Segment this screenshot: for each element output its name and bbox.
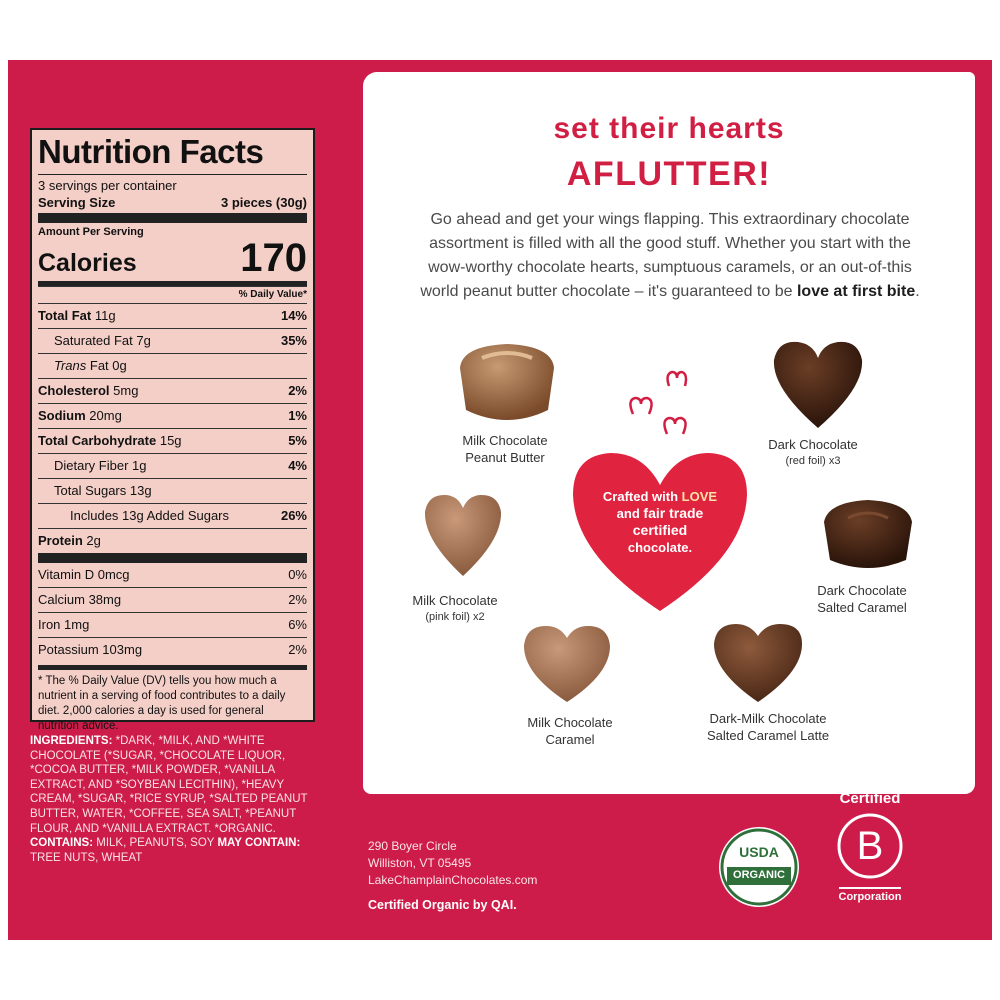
vitamin-row: Calcium 38mg 2% bbox=[38, 587, 307, 612]
serving-size-value: 3 pieces (30g) bbox=[221, 195, 307, 210]
nutrient-row: Total Carbohydrate 15g 5% bbox=[38, 428, 307, 453]
vitamin-row: Vitamin D 0mcg 0% bbox=[38, 567, 307, 582]
vitamin-row: Potassium 103mg 2% bbox=[38, 637, 307, 662]
ingredients-label: INGREDIENTS: bbox=[30, 735, 113, 747]
chocolate-label: Dark Chocolate Salted Caramel bbox=[817, 583, 907, 615]
chocolate-label: Milk Chocolate Caramel bbox=[527, 715, 613, 747]
nutrition-title: Nutrition Facts bbox=[38, 133, 264, 170]
milk-chocolate-heart-image bbox=[420, 492, 506, 578]
milk-chocolate-caramel-image bbox=[520, 622, 614, 704]
calories-value: 170 bbox=[240, 236, 307, 280]
calories-row bbox=[38, 238, 307, 278]
usda-organic-seal: USDA ORGANIC bbox=[719, 827, 799, 907]
nutrient-row: Total Sugars 13g bbox=[38, 478, 307, 503]
vitamin-row: Iron 1mg 6% bbox=[38, 612, 307, 637]
ingredients-text: *DARK, *MILK, AND *WHITE CHOCOLATE (*SUGAR, *CHOCOLATE LIQUOR, *COCOA BUTTER, *MILK POWDER, *VANILLA EXTRACT, AND *SOYBEAN LECITHIN), *HEAVY CREAM, *SUGAR, *RICE SYRUP, *SALTED PEANUT BUTTER, WATER, *COFFEE, SEA SALT, *PEANUT FLOUR, AND *VANILLA EXTRACT. *ORGANIC. bbox=[30, 735, 308, 835]
serving-size-label: Serving Size bbox=[38, 195, 116, 210]
dark-chocolate-heart-image bbox=[768, 338, 868, 430]
chocolate-label: Dark Chocolate (red foil) x3 bbox=[768, 437, 858, 467]
intro-bold: love at first bite bbox=[796, 283, 916, 300]
chocolate-label: Dark-Milk Chocolate Salted Caramel Latte bbox=[706, 711, 830, 743]
headline-line2: AFLUTTER! bbox=[566, 155, 772, 193]
amount-per-serving: Amount Per Serving bbox=[38, 226, 144, 238]
may-contain-text: TREE NUTS, WHEAT bbox=[30, 851, 143, 864]
address-block: 290 Boyer Circle Williston, VT 05495 LakeChamplainChocolates.com bbox=[368, 839, 538, 887]
certified-organic-text: Certified Organic by QAI. bbox=[368, 898, 517, 912]
calories-label: Calories bbox=[38, 249, 137, 277]
small-hearts-icon bbox=[625, 368, 695, 448]
dark-chocolate-caramel-image bbox=[818, 496, 918, 576]
nutrition-facts-label bbox=[30, 128, 315, 732]
nutrient-row: Trans Fat 0g bbox=[38, 353, 307, 378]
heart-badge-text: Crafted with LOVE and fair trade certified chocolate. bbox=[602, 489, 718, 555]
servings-per-container: 3 servings per container bbox=[38, 178, 177, 193]
contains-label: CONTAINS: bbox=[30, 837, 94, 850]
headline-line1: set their hearts bbox=[553, 112, 785, 145]
milk-chocolate-peanut-butter-image bbox=[452, 338, 562, 428]
dark-milk-chocolate-latte-image bbox=[710, 620, 806, 704]
intro-paragraph: Go ahead and get your wings flapping. This extraordinary chocolate assortment is filled with all the good stuff. Whether you start with the wow-worthy chocolate hearts, sumptuous caramels, or an out-of-this world peanut butter chocolate – it's guaranteed to be love at first bite. bbox=[420, 211, 920, 300]
serving-size-row bbox=[38, 194, 307, 211]
may-contain-label: MAY CONTAIN: bbox=[217, 837, 301, 850]
daily-value-header: % Daily Value* bbox=[38, 286, 307, 303]
nutrient-row: Sodium 20mg 1% bbox=[38, 403, 307, 428]
nutrient-row: Total Fat 11g 14% bbox=[38, 303, 307, 328]
nutrient-row: Includes 13g Added Sugars 26% bbox=[38, 503, 307, 528]
nutrient-row: Dietary Fiber 1g 4% bbox=[38, 453, 307, 478]
nutrient-row: Saturated Fat 7g 35% bbox=[38, 328, 307, 353]
nutrient-row: Cholesterol 5mg 2% bbox=[38, 378, 307, 403]
chocolate-label: Milk Chocolate Peanut Butter bbox=[462, 433, 548, 465]
ingredients-block bbox=[30, 734, 322, 865]
b-corporation-logo: Certified B Corporation bbox=[838, 790, 902, 903]
nutrient-row: Protein 2g bbox=[38, 528, 307, 553]
daily-value-footnote: * The % Daily Value (DV) tells you how much a nutrient in a serving of food contributes to a daily diet. 2,000 calories a day is used for general nutrition advice. bbox=[38, 665, 307, 734]
chocolate-label: Milk Chocolate (pink foil) x2 bbox=[412, 593, 498, 623]
contains-text: MILK, PEANUTS, SOY bbox=[96, 837, 215, 850]
